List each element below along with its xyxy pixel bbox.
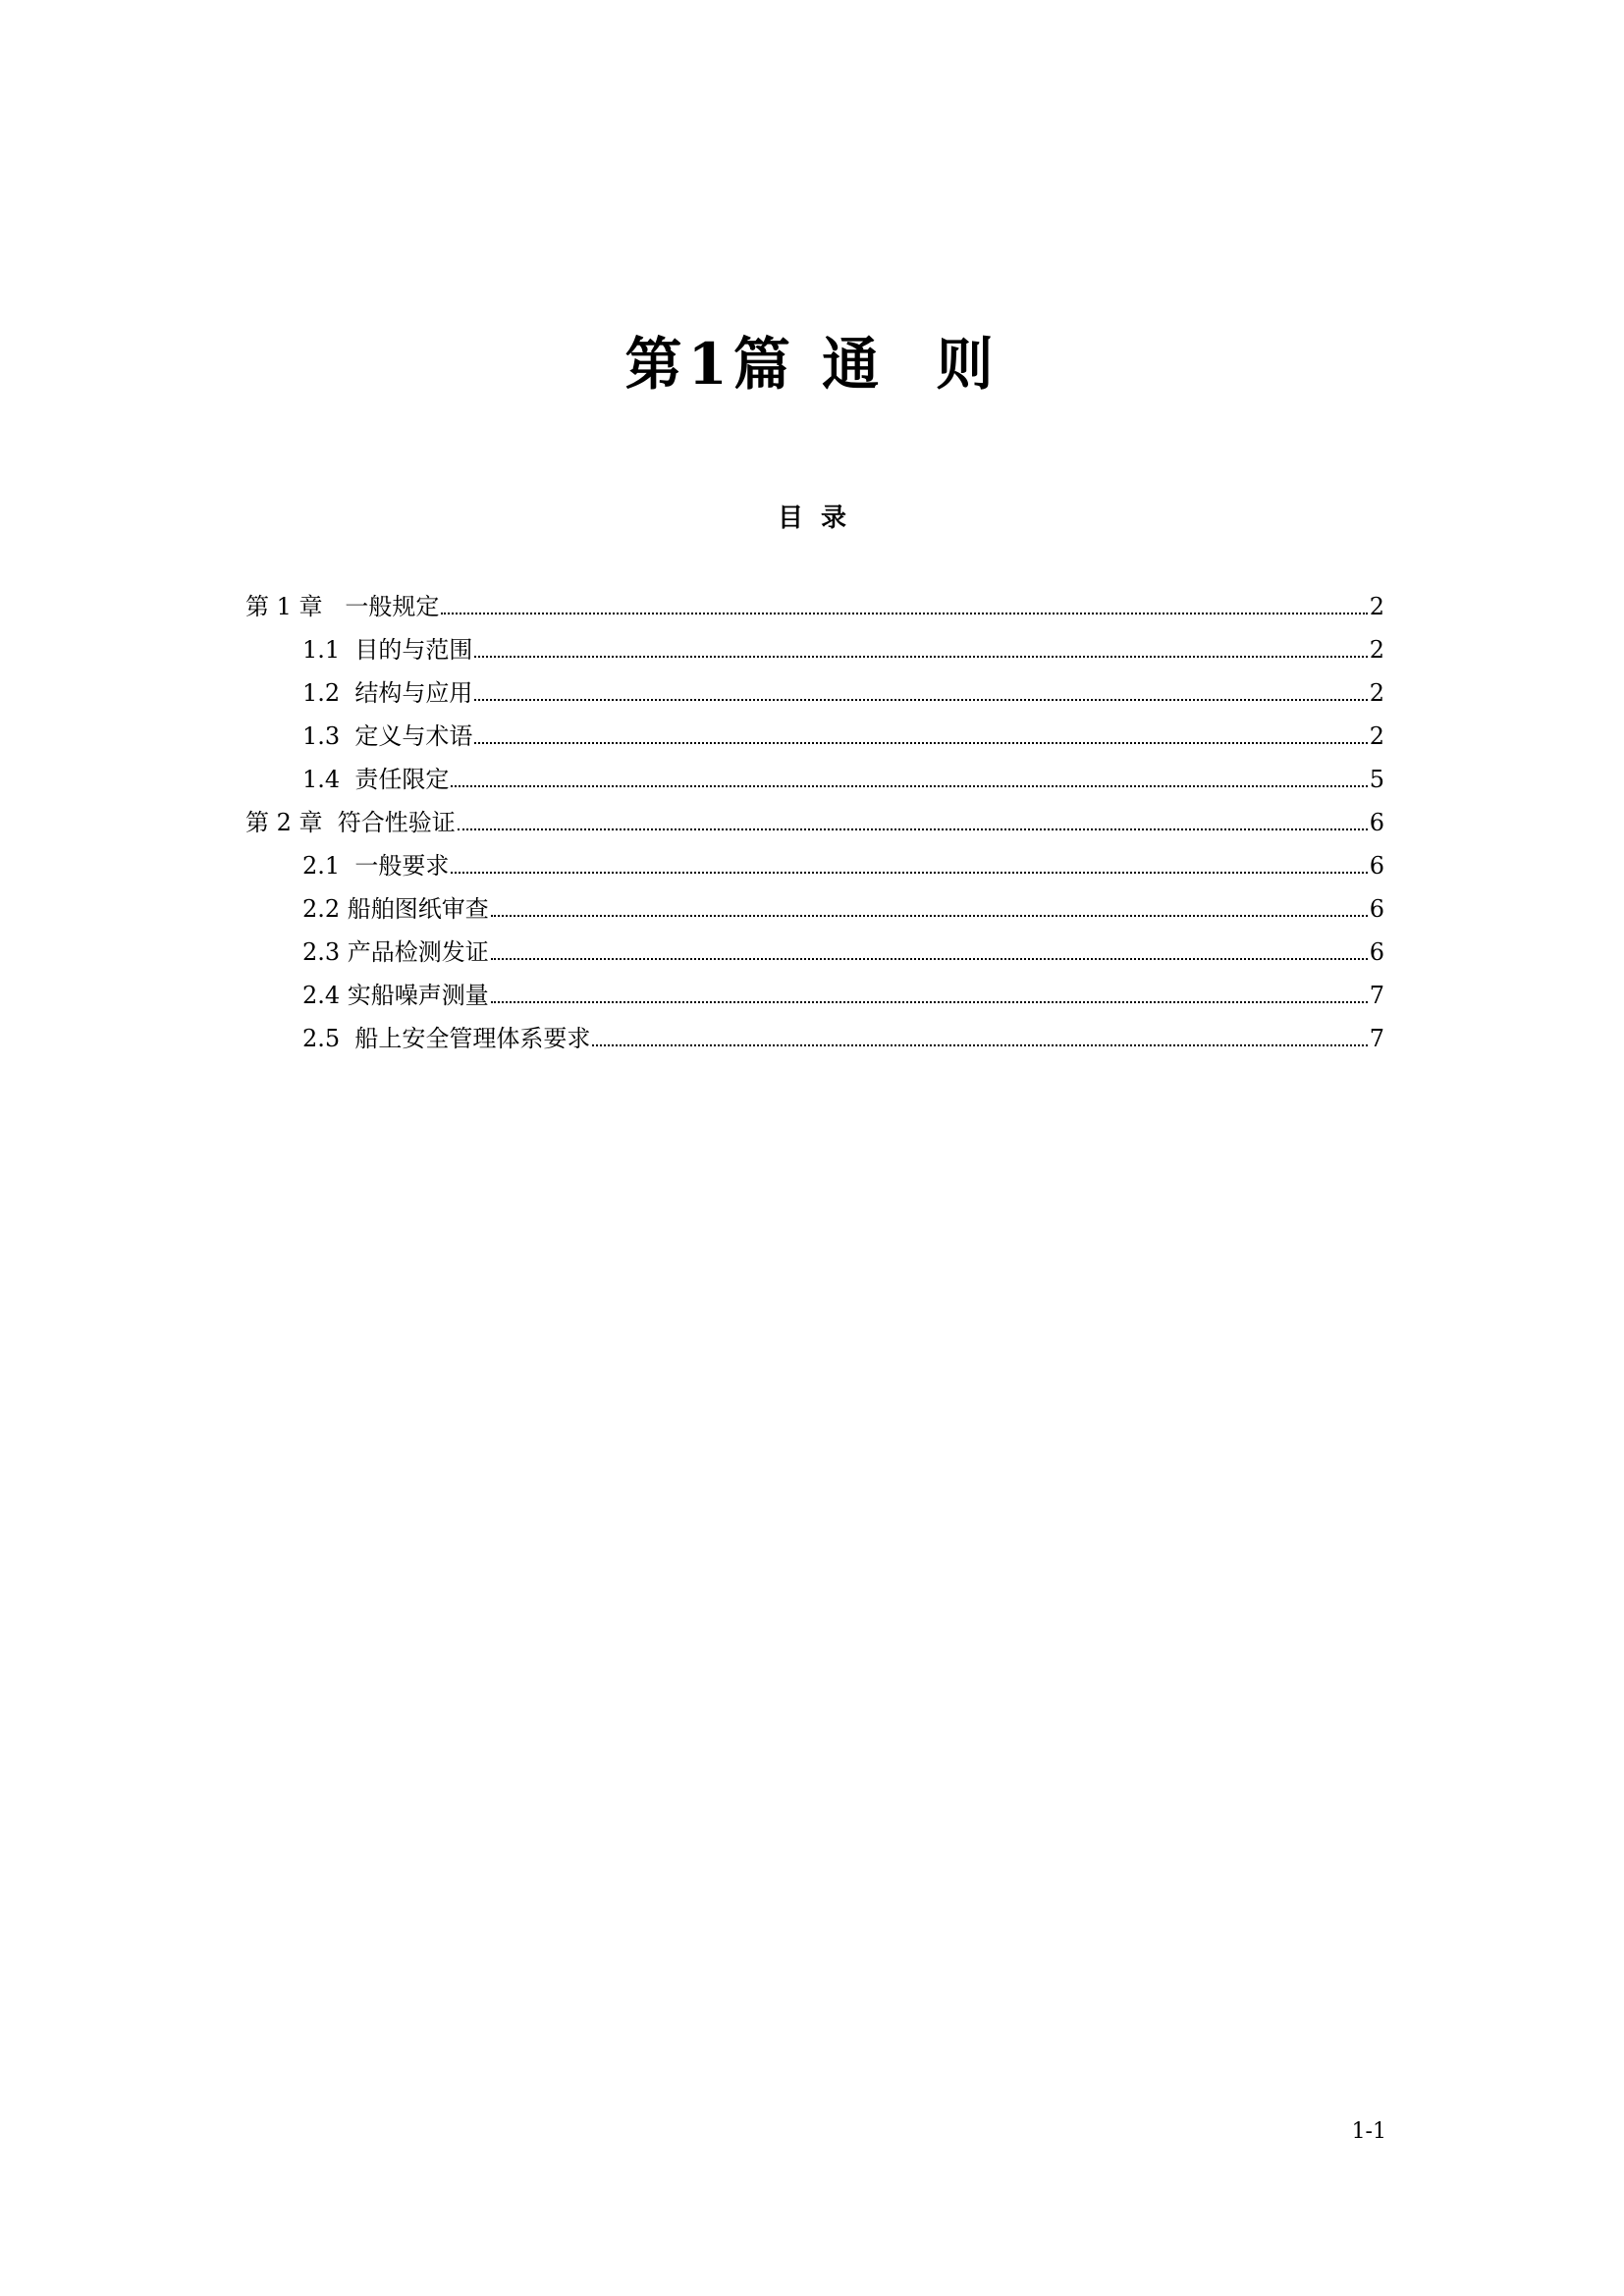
- toc-dot-leader: [474, 741, 1367, 744]
- page-number: 1-1: [1351, 2119, 1386, 2144]
- toc-entry-label: 2.4 实船噪声测量: [302, 982, 489, 1009]
- toc-entry-page: 7: [1369, 1025, 1384, 1052]
- toc-dot-leader: [491, 914, 1368, 917]
- toc-entry-page: 7: [1369, 982, 1384, 1009]
- toc-dot-leader: [474, 698, 1367, 701]
- toc-entry-label: 1.2 结构与应用: [302, 679, 473, 707]
- toc-entry-label: 1.1 目的与范围: [302, 636, 473, 664]
- toc-entry-page: 2: [1369, 636, 1384, 664]
- toc-entry-label: 第 1 章 一般规定: [245, 593, 440, 620]
- toc-dot-leader: [474, 655, 1367, 658]
- toc-dot-leader: [441, 612, 1367, 614]
- toc-entry-page: 2: [1369, 679, 1384, 707]
- toc-entry-page: 2: [1369, 593, 1384, 620]
- toc-entry-section-1-2[interactable]: [245, 671, 1384, 715]
- toc-dot-leader: [491, 1000, 1368, 1003]
- toc-entry-section-2-4[interactable]: [245, 974, 1384, 1017]
- toc-entry-label: 1.4 责任限定: [302, 766, 450, 793]
- toc-entry-page: 6: [1369, 852, 1384, 880]
- toc-entry-page: 5: [1369, 766, 1384, 793]
- toc-heading: 目 录: [777, 504, 847, 533]
- toc-entry-label: 2.1 一般要求: [302, 852, 450, 880]
- toc-dot-leader: [592, 1043, 1367, 1046]
- toc-entry-section-2-5[interactable]: [245, 1017, 1384, 1060]
- toc-entry-section-1-3[interactable]: [245, 715, 1384, 758]
- toc-entry-section-2-3[interactable]: [245, 931, 1384, 974]
- toc-entry-chapter-2[interactable]: [245, 801, 1384, 844]
- toc-entry-page: 2: [1369, 722, 1384, 750]
- toc-entry-page: 6: [1369, 895, 1384, 923]
- part-title: 第1篇 通 则: [624, 331, 1000, 398]
- toc-entry-section-2-2[interactable]: [245, 887, 1384, 931]
- toc-dot-leader: [491, 957, 1368, 960]
- toc-entry-section-1-4[interactable]: [245, 758, 1384, 801]
- toc-dot-leader: [458, 828, 1368, 830]
- toc-entry-label: 2.2 船舶图纸审查: [302, 895, 489, 923]
- toc-entry-section-2-1[interactable]: [245, 844, 1384, 887]
- toc-entry-chapter-1[interactable]: [245, 585, 1384, 628]
- toc-entry-label: 2.5 船上安全管理体系要求: [302, 1025, 591, 1052]
- toc-entry-label: 1.3 定义与术语: [302, 722, 473, 750]
- table-of-contents: [245, 585, 1384, 1060]
- toc-entry-label: 第 2 章 符合性验证: [245, 809, 456, 836]
- toc-dot-leader: [451, 784, 1367, 787]
- toc-entry-page: 6: [1369, 809, 1384, 836]
- toc-entry-section-1-1[interactable]: [245, 628, 1384, 671]
- toc-entry-page: 6: [1369, 938, 1384, 966]
- toc-dot-leader: [451, 871, 1367, 874]
- toc-entry-label: 2.3 产品检测发证: [302, 938, 489, 966]
